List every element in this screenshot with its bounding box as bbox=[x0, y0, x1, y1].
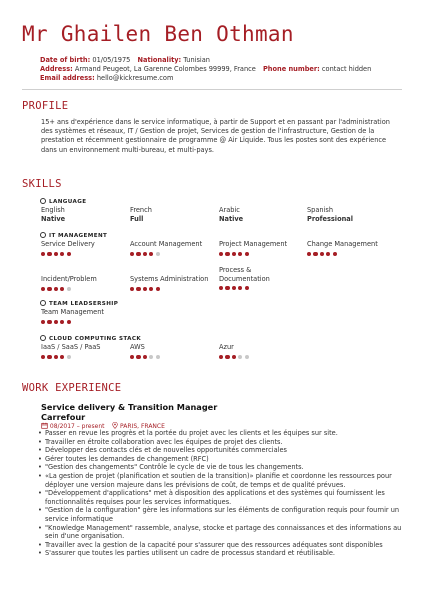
rating-dot-filled bbox=[67, 320, 71, 324]
rating-dot-filled bbox=[219, 355, 223, 359]
phone-value: contact hidden bbox=[321, 65, 372, 73]
shield-icon bbox=[40, 232, 46, 238]
skill-category-cloud bbox=[40, 335, 141, 342]
rating-dot-filled bbox=[136, 355, 140, 359]
skill-item bbox=[41, 308, 104, 325]
work-experience-title: WORK EXPERIENCE bbox=[22, 382, 122, 394]
email-label: Email address: bbox=[40, 74, 95, 82]
skill-item bbox=[130, 206, 152, 223]
skill-rating bbox=[130, 252, 202, 257]
skill-level: Full bbox=[130, 214, 144, 223]
rating-dot-empty bbox=[67, 287, 71, 291]
skill-name: Account Management bbox=[130, 240, 203, 248]
rating-dot-filled bbox=[54, 355, 58, 359]
skill-rating bbox=[219, 286, 299, 291]
profile-title: PROFILE bbox=[22, 100, 69, 112]
rating-dot-filled bbox=[130, 355, 134, 359]
skill-item bbox=[41, 343, 100, 360]
list-item: • "Gestion des changements" Contrôle le cycle de vie de tous les changements. bbox=[37, 463, 402, 472]
rating-dot-filled bbox=[232, 355, 236, 359]
profile-summary: 15+ ans d'expérience dans le service informatique, à partir de Support et en passant par l'administration des systèmes et réseaux, IT / Gestion de projet, Services de gestion de l'infrastructure, Gestion de la prestation et récemment gestionnaire de programme @ Air Liquide. Tous les postes sont des expérience dans un environnement multi-bureau, et multi-pays. bbox=[41, 118, 390, 154]
info-row-birth bbox=[40, 56, 410, 65]
rating-dot-filled bbox=[47, 252, 51, 256]
skill-item bbox=[41, 206, 65, 223]
skill-name: Change Management bbox=[307, 240, 378, 248]
skill-name: Arabic bbox=[219, 206, 240, 214]
list-item: • Passer en revue les progrès et la portée du projet avec les clients et les équipes sur site. bbox=[37, 429, 402, 438]
rating-dot-filled bbox=[130, 252, 134, 256]
rating-dot-empty bbox=[156, 355, 160, 359]
rating-dot-filled bbox=[136, 252, 140, 256]
rating-dot-filled bbox=[225, 355, 229, 359]
rating-dot-filled bbox=[307, 252, 311, 256]
rating-dot-filled bbox=[225, 286, 229, 290]
skill-level: Native bbox=[41, 214, 66, 223]
team-icon bbox=[40, 300, 46, 306]
rating-dot-filled bbox=[136, 287, 140, 291]
rating-dot-filled bbox=[238, 252, 242, 256]
rating-dot-filled bbox=[54, 252, 58, 256]
skill-name: Azur bbox=[219, 343, 234, 351]
info-row-address bbox=[40, 65, 410, 74]
rating-dot-filled bbox=[60, 320, 64, 324]
list-item: • "Développement d'applications" met à disposition des applications et des systèmes qui fournissent les fonctionnalités requises pour les services informatiques. bbox=[37, 489, 402, 506]
rating-dot-filled bbox=[41, 355, 45, 359]
skill-name: French bbox=[130, 206, 152, 214]
skill-name: Spanish bbox=[307, 206, 334, 214]
skill-rating bbox=[219, 252, 287, 257]
rating-dot-filled bbox=[143, 355, 147, 359]
skill-category-label: IT MANAGEMENT bbox=[49, 233, 108, 239]
rating-dot-filled bbox=[238, 286, 242, 290]
rating-dot-filled bbox=[130, 287, 134, 291]
skill-name: Systems Administration bbox=[130, 275, 209, 283]
rating-dot-filled bbox=[143, 252, 147, 256]
rating-dot-filled bbox=[326, 252, 330, 256]
skill-rating bbox=[41, 252, 95, 257]
skill-level: Native bbox=[219, 214, 244, 223]
rating-dot-empty bbox=[245, 355, 249, 359]
rating-dot-filled bbox=[219, 286, 223, 290]
location-pin-icon bbox=[112, 422, 118, 429]
rating-dot-filled bbox=[67, 252, 71, 256]
calendar-icon bbox=[41, 422, 48, 429]
skill-name: Project Management bbox=[219, 240, 288, 248]
skill-name: Service Delivery bbox=[41, 240, 95, 248]
rating-dot-filled bbox=[54, 320, 58, 324]
list-item: • "Knowledge Management" rassemble, analyse, stocke et partage des connaissances et des informations au sein d'une organisation. bbox=[37, 524, 402, 541]
rating-dot-filled bbox=[60, 287, 64, 291]
rating-dot-filled bbox=[41, 287, 45, 291]
skill-item bbox=[219, 343, 251, 360]
skill-category-label: CLOUD COMPUTING STACK bbox=[49, 336, 142, 342]
rating-dot-filled bbox=[219, 252, 223, 256]
rating-dot-filled bbox=[60, 355, 64, 359]
skill-rating bbox=[307, 252, 378, 257]
job-bullets bbox=[37, 429, 402, 558]
rating-dot-filled bbox=[60, 252, 64, 256]
skill-rating bbox=[41, 287, 97, 292]
address-value: Armand Peugeot, La Garenne Colombes 99999, France bbox=[74, 65, 256, 73]
list-item: • Travailler en étroite collaboration avec les équipes de projet des clients. bbox=[37, 438, 402, 447]
rating-dot-filled bbox=[47, 320, 51, 324]
rating-dot-filled bbox=[245, 286, 249, 290]
cloud-icon bbox=[40, 335, 46, 341]
skill-rating bbox=[41, 320, 104, 325]
dob-value: 01/05/1975 bbox=[92, 56, 131, 64]
skill-item bbox=[130, 275, 208, 292]
list-item: • S'assurer que toutes les parties utilisent un cadre de processus standard et réutilisable. bbox=[37, 549, 402, 558]
nationality-value: Tunisian bbox=[183, 56, 210, 64]
rating-dot-filled bbox=[232, 286, 236, 290]
rating-dot-filled bbox=[143, 287, 147, 291]
skill-item bbox=[41, 275, 97, 292]
phone-label: Phone number: bbox=[262, 65, 320, 73]
rating-dot-filled bbox=[149, 287, 153, 291]
skill-rating bbox=[219, 355, 251, 360]
list-item: • «La gestion de projet (planification et soutien de la transition)» planifie et coordonne les ressources pour déployer une version majeure dans les prévisions de coût, de temps et de qualité prévues. bbox=[37, 472, 402, 489]
rating-dot-empty bbox=[156, 252, 160, 256]
rating-dot-filled bbox=[47, 287, 51, 291]
skill-rating bbox=[130, 355, 162, 360]
skill-category-it-management bbox=[40, 232, 107, 239]
email-value[interactable]: hello@kickresume.com bbox=[96, 74, 174, 82]
header-divider bbox=[22, 89, 402, 90]
rating-dot-empty bbox=[67, 355, 71, 359]
skill-item bbox=[41, 240, 95, 257]
info-row-email bbox=[40, 74, 410, 83]
skill-category-label: TEAM LEADSERSHIP bbox=[49, 301, 119, 307]
rating-dot-filled bbox=[41, 252, 45, 256]
skill-item bbox=[219, 266, 299, 291]
address-label: Address: bbox=[40, 65, 73, 73]
skills-title: SKILLS bbox=[22, 178, 62, 190]
rating-dot-filled bbox=[149, 252, 153, 256]
nationality-label: Nationality: bbox=[137, 56, 182, 64]
skill-rating bbox=[41, 355, 100, 360]
rating-dot-filled bbox=[225, 252, 229, 256]
rating-dot-filled bbox=[320, 252, 324, 256]
skill-category-language bbox=[40, 198, 86, 205]
rating-dot-filled bbox=[232, 252, 236, 256]
skill-item bbox=[130, 343, 162, 360]
job-location: PARIS, FRANCE bbox=[120, 423, 165, 430]
job-title: Service delivery & Transition Manager bbox=[41, 402, 218, 412]
job-dates: 08/2017 – present bbox=[49, 423, 105, 430]
skill-rating bbox=[130, 287, 208, 292]
skill-item bbox=[307, 240, 378, 257]
skill-item bbox=[219, 206, 243, 223]
person-icon bbox=[40, 198, 46, 204]
rating-dot-filled bbox=[245, 252, 249, 256]
rating-dot-empty bbox=[238, 355, 242, 359]
skill-level: Professional bbox=[307, 214, 353, 223]
list-item: • Gérer toutes les demandes de changement (RFC) bbox=[37, 455, 402, 464]
skill-category-label: LANGUAGE bbox=[49, 199, 87, 205]
skill-name: Team Management bbox=[41, 308, 104, 316]
rating-dot-filled bbox=[333, 252, 337, 256]
job-company: Carrefour bbox=[41, 412, 86, 422]
skill-item bbox=[219, 240, 287, 257]
dob-label: Date of birth: bbox=[40, 56, 91, 64]
skill-item bbox=[307, 206, 353, 223]
skill-item bbox=[130, 240, 202, 257]
rating-dot-filled bbox=[47, 355, 51, 359]
rating-dot-filled bbox=[54, 287, 58, 291]
skill-name: IaaS / SaaS / PaaS bbox=[41, 343, 101, 351]
skill-name: AWS bbox=[130, 343, 145, 351]
skill-name: English bbox=[41, 206, 65, 214]
rating-dot-filled bbox=[156, 287, 160, 291]
rating-dot-empty bbox=[149, 355, 153, 359]
skill-category-team-leadership bbox=[40, 300, 118, 307]
skill-name: Incident/Problem bbox=[41, 275, 97, 283]
list-item: • "Gestion de la configuration" gère les informations sur les éléments de configuration requis pour fournir un service informatique bbox=[37, 506, 402, 523]
personal-info bbox=[40, 56, 410, 83]
rating-dot-filled bbox=[41, 320, 45, 324]
candidate-name: Mr Ghailen Ben Othman bbox=[22, 22, 294, 46]
rating-dot-filled bbox=[313, 252, 317, 256]
list-item: • Travailler avec la gestion de la capacité pour s'assurer que des ressources adéquates sont disponibles bbox=[37, 541, 402, 550]
skill-name: Process & Documentation bbox=[219, 266, 270, 283]
list-item: • Développer des contacts clés et de nouvelles opportunités commerciales bbox=[37, 446, 402, 455]
